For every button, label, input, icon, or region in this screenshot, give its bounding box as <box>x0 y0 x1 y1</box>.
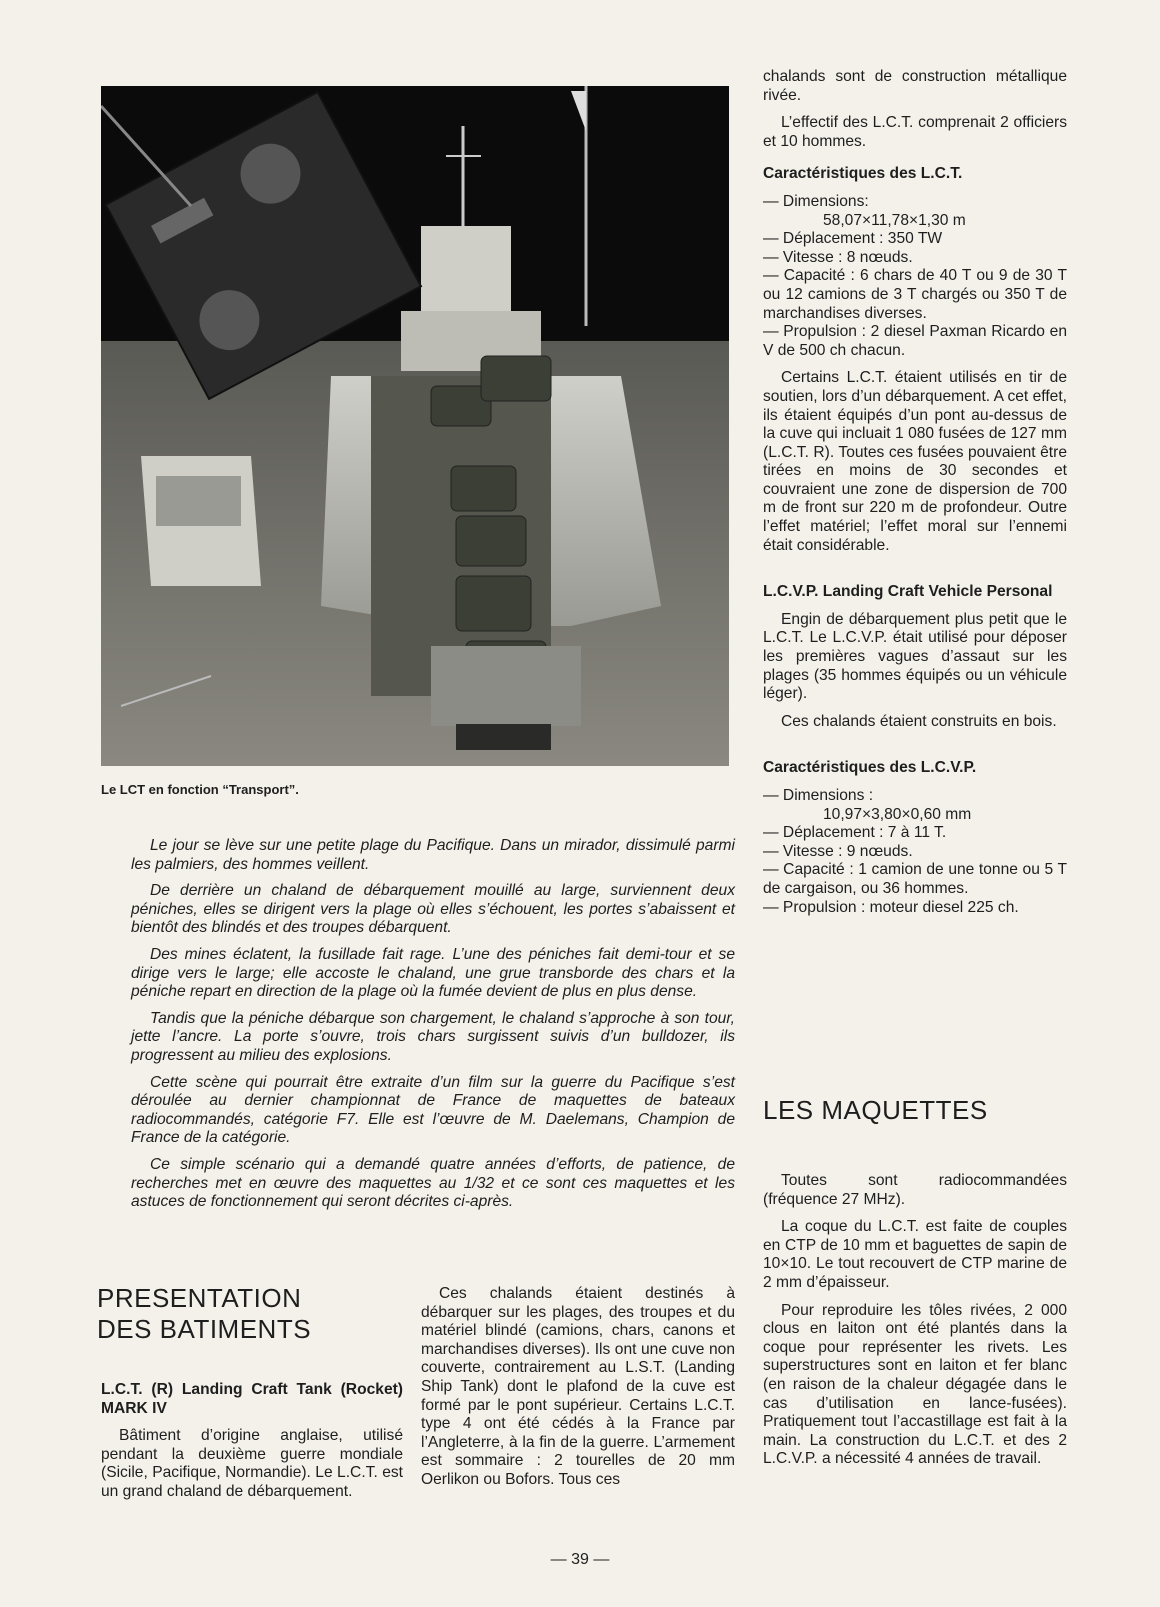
spec-item: — Capacité : 6 chars de 40 T ou 9 de 30 T ou 12 camions de 3 T chargés ou 350 T de marchandises diverses. <box>763 267 1067 322</box>
spec-item: — Dimensions: <box>763 192 869 210</box>
spec-item: — Vitesse : 9 nœuds. <box>763 842 913 860</box>
right-paragraph: Ces chalands étaient construits en bois. <box>781 712 1057 730</box>
spec-item: — Capacité : 1 camion de une tonne ou 5 T de cargaison, ou 36 hommes. <box>763 861 1067 897</box>
middle-column <box>421 1285 735 1499</box>
lct-specs-list <box>763 193 1067 360</box>
spec-item: — Déplacement : 350 TW <box>763 230 943 248</box>
spec-item: — Dimensions : <box>763 787 874 804</box>
intro-paragraph: De derrière un chaland de débarquement mouillé au large, surviennent deux péniches, elles se dirigent vers la plage où elles s’échouent, les portes s’abaissent et bientôt des blindés et des troupes débarquent. <box>131 882 735 937</box>
left-column <box>101 1381 403 1511</box>
lct-paragraph: Bâtiment d’origine anglaise, utilisé pendant la deuxième guerre mondiale (Sicile, Pacifique, Normandie). Le L.C.T. est un grand chaland de débarquement. <box>101 1427 403 1500</box>
heading-line: LES MAQUETTES <box>763 1095 988 1125</box>
middle-paragraph: Ces chalands étaient destinés à débarquer sur les plages, des troupes et du matériel blindé (camions, chars, canons et marchandises diverses). Ils ont une cuve non couverte, contrairement au L.S.T. (Landing Ship Tank) dont le plafond de la cuve est formé par le pont supérieur. Certains L.C.T. type 4 ont été cédés à la France par l’Angleterre, à la fin de la guerre. L’armement est sommaire : 2 tourelles de 20 mm Oerlikon ou Bofors. Tous ces <box>421 1285 735 1488</box>
intro-paragraph: Ce simple scénario qui a demandé quatre années d’efforts, de patience, de recherches met en œuvre des maquettes au 1/32 et ce sont ces maquettes et les astuces de fonctionnement qui seront décrites ci-après. <box>131 1155 735 1211</box>
lct-subheading: L.C.T. (R) Landing Craft Tank (Rocket) MARK IV <box>101 1381 403 1417</box>
ship-model-photo <box>101 86 729 766</box>
spec-item: 10,97×3,80×0,60 mm <box>823 805 972 823</box>
spec-item: — Propulsion : moteur diesel 225 ch. <box>763 898 1019 916</box>
spec-item: — Propulsion : 2 diesel Paxman Ricardo en V de 500 ch chacun. <box>763 323 1067 359</box>
photo-caption: Le LCT en fonction “Transport”. <box>101 782 299 797</box>
right-paragraph: Toutes sont radiocommandées (fréquence 27 MHz). <box>763 1172 1067 1208</box>
photo-illustration <box>101 86 729 766</box>
intro-text <box>131 837 735 1220</box>
heading-line: DES BATIMENTS <box>97 1314 312 1344</box>
right-paragraph: chalands sont de construction métallique rivée. <box>763 68 1067 104</box>
intro-paragraph: Cette scène qui pourrait être extraite d’un film sur la guerre du Pacifique s’est déroulée au dernier championnat de France de maquettes de bateaux radiocommandés, catégorie F7. Elle est l’œuvre de M. Daelemans, Champion de France de la catégorie. <box>131 1073 735 1147</box>
section-heading-presentation <box>97 1283 397 1345</box>
lcvp-specs-list <box>763 787 1067 917</box>
spec-item: 58,07×11,78×1,30 m <box>823 211 966 229</box>
right-paragraph: La coque du L.C.T. est faite de couples en CTP de 10 mm et baguettes de sapin de 10×10. Le tout recouvert de CTP marine de 2 mm d’épaisseur. <box>763 1218 1067 1291</box>
right-column-bottom <box>763 1172 1067 1478</box>
lcvp-subheading: L.C.V.P. Landing Craft Vehicle Personal <box>763 583 1053 601</box>
lct-specs-heading: Caractéristiques des L.C.T. <box>763 165 963 183</box>
intro-paragraph: Le jour se lève sur une petite plage du Pacifique. Dans un mirador, dissimulé parmi les palmiers, des hommes veillent. <box>131 837 735 873</box>
right-paragraph: Certains L.C.T. étaient utilisés en tir de soutien, lors d’un débarquement. A cet effet, ils étaient équipés d’un pont au-dessus de la cuve qui incluait 1 080 fusées de 127 mm (L.C.T. R). Toutes ces fusées pouvaient être tirées en moins de 30 secondes et couvraient une zone de dispersion de 700 m de front sur 220 m de profondeur. Outre l’effet matériel; l’effet moral sur l’ennemi était considérable. <box>763 369 1067 554</box>
right-paragraph: L’effectif des L.C.T. comprenait 2 officiers et 10 hommes. <box>763 114 1067 150</box>
spec-item: — Vitesse : 8 nœuds. <box>763 248 913 266</box>
heading-line: PRESENTATION <box>97 1283 302 1313</box>
intro-paragraph: Tandis que la péniche débarque son chargement, le chaland s’approche à son tour, jette l’ancre. La porte s’ouvre, trois chars surgissent suivis d’un bulldozer, ils progressent au milieu des explosions. <box>131 1009 735 1064</box>
right-paragraph: Pour reproduire les tôles rivées, 2 000 clous en laiton ont été plantés dans la coque pour représenter les rivets. Les superstructures sont en laiton et fer blanc (en raison de la chaleur dégagée dans le cas d’utilisation en lance-fusées). Pratiquement tout l’accastillage est fait à la main. La construction du L.C.T. et des 2 L.C.V.P. a nécessité 4 années de travail. <box>763 1301 1067 1468</box>
lcvp-specs-heading: Caractéristiques des L.C.V.P. <box>763 759 977 777</box>
intro-paragraph: Des mines éclatent, la fusillade fait rage. L’une des péniches fait demi-tour et se dirige vers le large; elle accoste le chaland, une grue transborde des chars et la péniche repart en direction de la plage où la fumée devient de plus en plus dense. <box>131 945 735 1001</box>
right-paragraph: Engin de débarquement plus petit que le L.C.T. Le L.C.V.P. était utilisé pour déposer les premières vagues d’assaut sur les plages (35 hommes équipés ou un véhicule léger). <box>763 610 1067 703</box>
spec-item: — Déplacement : 7 à 11 T. <box>763 824 947 842</box>
right-column-top <box>763 68 1067 917</box>
section-heading-maquettes <box>763 1095 1067 1126</box>
page-number: — 39 — <box>550 1551 610 1568</box>
